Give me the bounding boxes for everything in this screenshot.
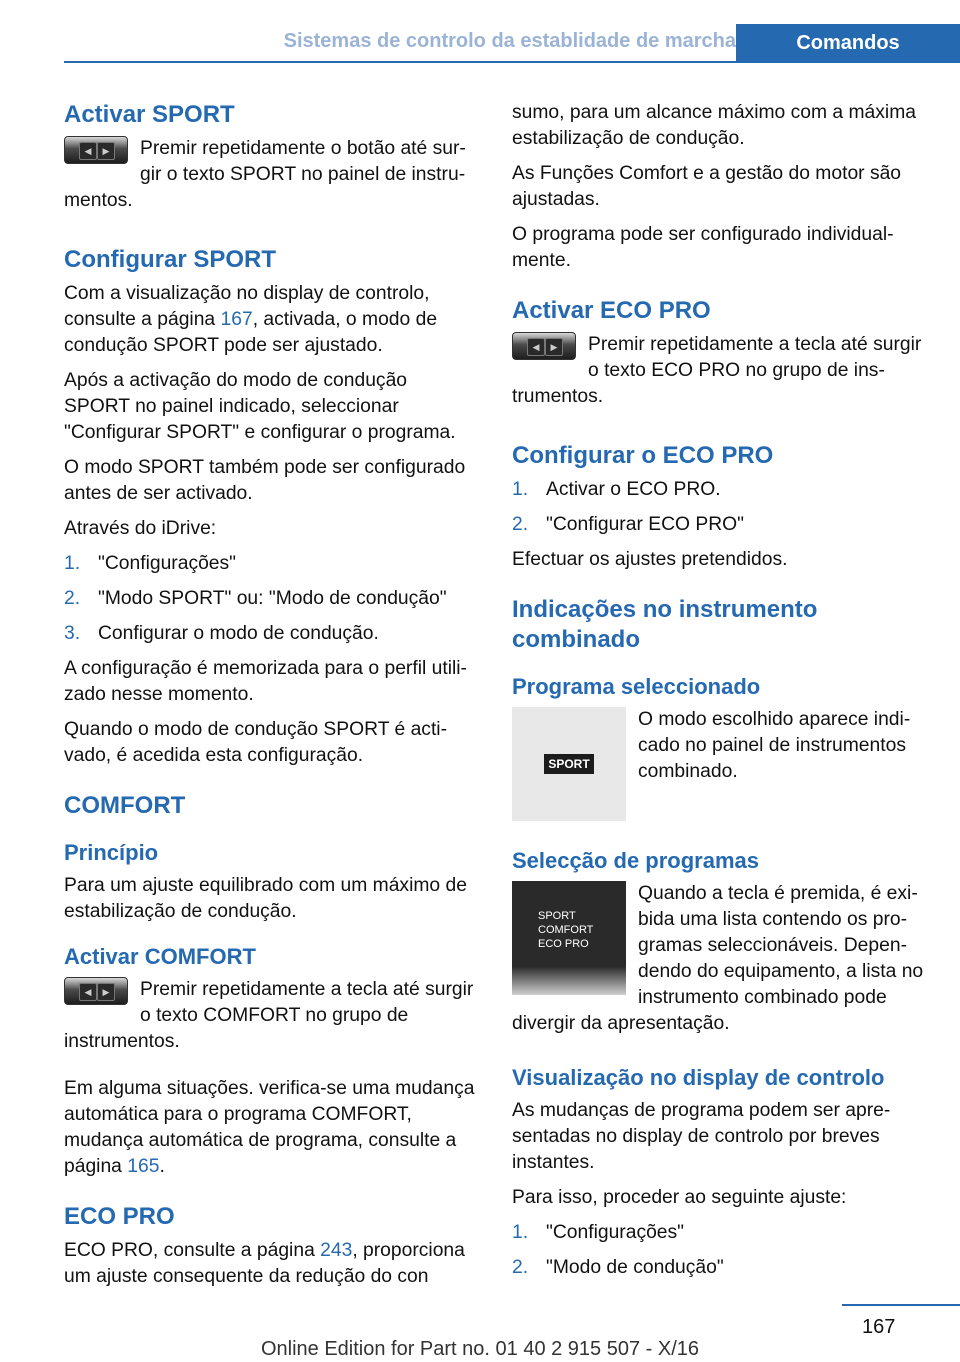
list-text: "Modo SPORT" ou: "Modo de condução" bbox=[98, 588, 447, 609]
activar-comfort-text: Premir repetidamente a tecla até surgir o texto COMFORT no grupo de instrumentos. bbox=[64, 979, 474, 1052]
list-text: "Configurações" bbox=[98, 553, 237, 574]
list-text: "Configurações" bbox=[546, 1222, 685, 1243]
rocker-switch-icon: ◀ ▶ bbox=[64, 136, 128, 164]
list-item bbox=[512, 1255, 926, 1281]
list-text: Configurar o modo de condução. bbox=[98, 623, 379, 644]
text-run: . bbox=[159, 1156, 165, 1177]
paragraph: Para um ajuste equilibrado com um máximo de estabilização de condução. bbox=[64, 875, 467, 922]
footer-rule bbox=[842, 1304, 960, 1306]
program-list-entry: COMFORT bbox=[538, 924, 594, 936]
header-chapter-tab: Comandos bbox=[736, 24, 960, 62]
heading-activar-comfort: Activar COMFORT bbox=[64, 944, 256, 969]
text-run: , activada, o modo de condução SPORT pode ser ajustado. bbox=[64, 309, 438, 356]
eco-steps-list bbox=[512, 477, 926, 538]
rocker-switch-icon: ◀ ▶ bbox=[512, 332, 576, 360]
list-item bbox=[512, 512, 926, 538]
header-rule bbox=[64, 61, 960, 63]
heading-indicacoes: Indicações no instrumento combinado bbox=[512, 596, 818, 653]
paragraph: Quando a tecla é premida, é exibida uma lista contendo os programas seleccionáveis. Dependendo do equipamento, a lista no instrumento combinado pode divergir da apresentação. bbox=[512, 883, 924, 1034]
list-text: "Configurar ECO PRO" bbox=[546, 514, 744, 535]
right-column bbox=[512, 100, 926, 1290]
paragraph: Quando o modo de condução SPORT é activado, é acedida esta configuração. bbox=[64, 719, 448, 766]
heading-activar-eco-pro: Activar ECO PRO bbox=[512, 297, 711, 324]
paragraph: O modo escolhido aparece indicado no painel de instrumentos combinado. bbox=[638, 709, 911, 782]
left-column bbox=[64, 100, 478, 1299]
list-number: 1. bbox=[64, 553, 81, 574]
text-run: , proporciona um ajuste consequente da redução do con bbox=[64, 1240, 465, 1287]
list-number: 3. bbox=[64, 623, 81, 644]
paragraph: Para isso, proceder ao seguinte ajuste: bbox=[512, 1187, 847, 1208]
heading-principio: Princípio bbox=[64, 840, 159, 865]
program-list-image bbox=[512, 881, 626, 995]
page-link-165[interactable]: 165 bbox=[127, 1156, 160, 1177]
paragraph: Após a activação do modo de condução SPORT no painel indicado, seleccionar "Configurar SPORT" e configurar o programa. bbox=[64, 370, 456, 443]
page-link-243[interactable]: 243 bbox=[320, 1240, 353, 1261]
list-number: 2. bbox=[512, 514, 529, 535]
eco-pro-text bbox=[64, 1238, 478, 1290]
heading-seleccao-programas: Selecção de programas bbox=[512, 848, 760, 873]
list-item bbox=[64, 586, 478, 612]
heading-configurar-sport: Configurar SPORT bbox=[64, 246, 277, 273]
paragraph: O modo SPORT também pode ser configurado antes de ser activado. bbox=[64, 457, 466, 504]
list-text: "Modo de condução" bbox=[546, 1257, 724, 1278]
activar-sport-text: Premir repetidamente o botão até surgir o texto SPORT no painel de instrumentos. bbox=[64, 138, 466, 211]
comfort-auto-text bbox=[64, 1076, 478, 1180]
list-item bbox=[512, 477, 926, 503]
paragraph: sumo, para um alcance máximo com a máxima estabilização de condução. bbox=[512, 102, 916, 149]
list-item bbox=[64, 621, 478, 647]
heading-programa-seleccionado: Programa seleccionado bbox=[512, 674, 761, 699]
text-run: ECO PRO, consulte a página bbox=[64, 1240, 321, 1261]
page-header bbox=[64, 24, 960, 62]
heading-eco-pro: ECO PRO bbox=[64, 1203, 175, 1230]
heading-comfort: COMFORT bbox=[64, 792, 186, 819]
text-run: Com a visualização no display de controlo, consulte a página bbox=[64, 283, 430, 330]
configurar-sport-text bbox=[64, 281, 478, 359]
list-number: 2. bbox=[64, 588, 81, 609]
list-text: Activar o ECO PRO. bbox=[546, 479, 721, 500]
paragraph: A configuração é memorizada para o perfil utilizado nesse momento. bbox=[64, 658, 467, 705]
driving-mode-button-image bbox=[512, 332, 576, 360]
sport-display-image bbox=[512, 707, 626, 821]
paragraph: As mudanças de programa podem ser apresentadas no display de controlo por breves instantes. bbox=[512, 1100, 891, 1173]
sport-tag: SPORT bbox=[544, 754, 593, 774]
program-list-entry: ECO PRO bbox=[538, 938, 589, 950]
program-list-entry: SPORT bbox=[538, 910, 576, 922]
text-run: Em alguma situações. verifica-se uma mudança automática para o programa COMFORT, mudança automática de programa, consulte a página bbox=[64, 1078, 475, 1177]
heading-configurar-eco-pro: Configurar o ECO PRO bbox=[512, 442, 774, 469]
list-item bbox=[512, 1220, 926, 1246]
driving-mode-button-image bbox=[64, 136, 128, 164]
list-item bbox=[64, 551, 478, 577]
idrive-steps-list bbox=[64, 551, 478, 647]
heading-visualizacao: Visualização no display de controlo bbox=[512, 1065, 885, 1090]
paragraph: O programa pode ser configurado individualmente. bbox=[512, 224, 894, 271]
list-number: 2. bbox=[512, 1257, 529, 1278]
activar-eco-text: Premir repetidamente a tecla até surgir o texto ECO PRO no grupo de instrumentos. bbox=[512, 334, 922, 407]
paragraph: Efectuar os ajustes pretendidos. bbox=[512, 549, 788, 570]
paragraph: As Funções Comfort e a gestão do motor são ajustadas. bbox=[512, 163, 902, 210]
header-section-title: Sistemas de controlo da establidade de marcha bbox=[283, 30, 736, 52]
paragraph: Através do iDrive: bbox=[64, 518, 217, 539]
list-number: 1. bbox=[512, 1222, 529, 1243]
edition-footer: Online Edition for Part no. 01 40 2 915 507 - X/16 bbox=[260, 1338, 700, 1360]
heading-activar-sport: Activar SPORT bbox=[64, 101, 235, 128]
page-link-167[interactable]: 167 bbox=[220, 309, 253, 330]
rocker-switch-icon: ◀ ▶ bbox=[64, 977, 128, 1005]
page-number: 167 bbox=[862, 1316, 896, 1338]
list-number: 1. bbox=[512, 479, 529, 500]
display-steps-list bbox=[512, 1220, 926, 1281]
driving-mode-button-image bbox=[64, 977, 128, 1005]
